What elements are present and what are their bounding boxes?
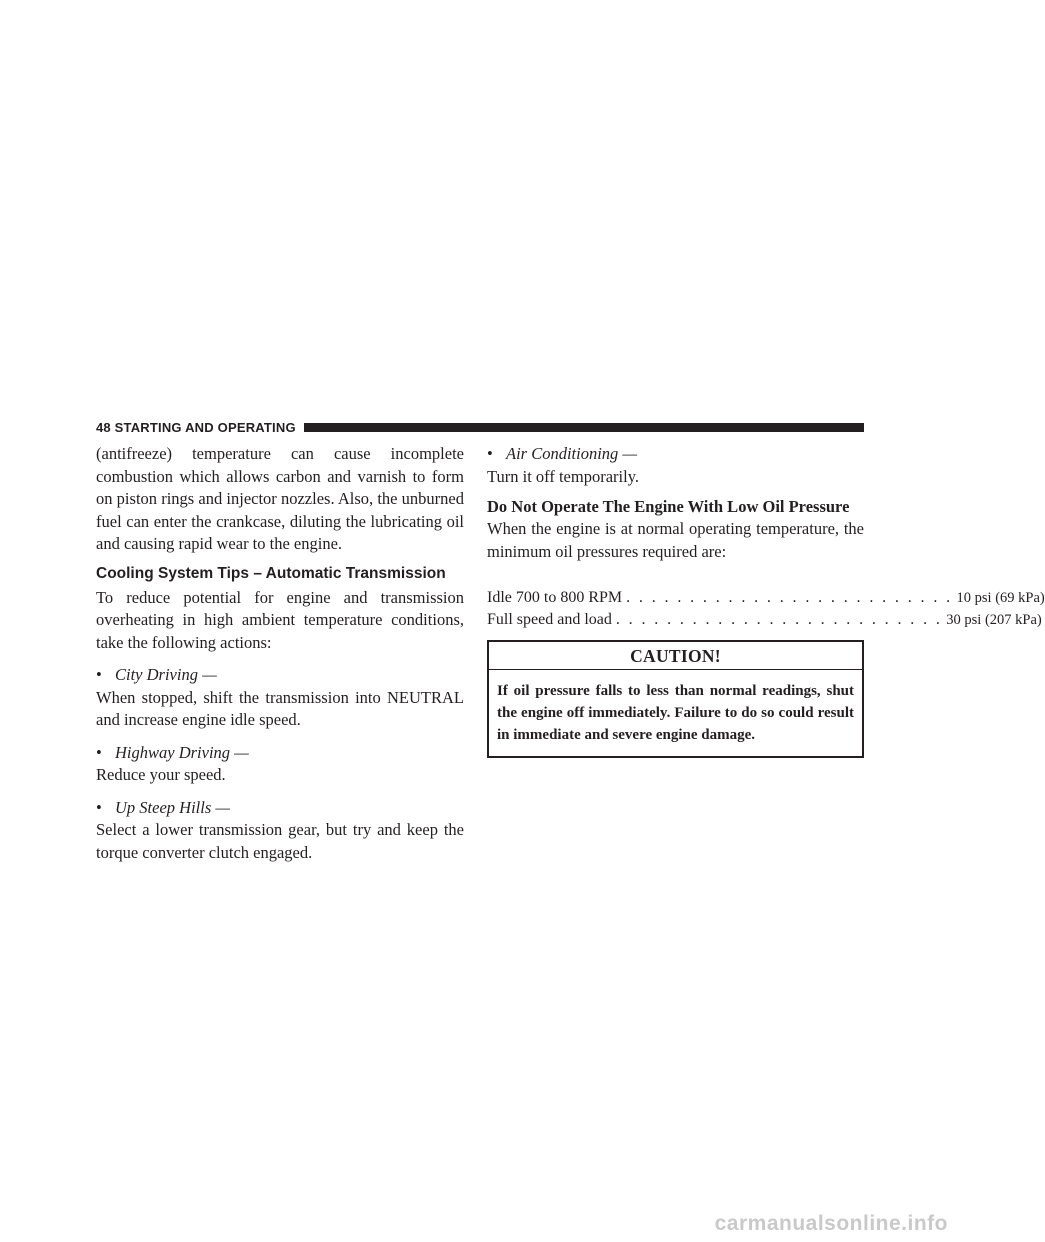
page-number-section-title: 48 STARTING AND OPERATING [96, 419, 296, 435]
left-column [96, 443, 464, 864]
spec-value: 10 psi (69 kPa) [956, 590, 1045, 606]
oil-pressure-intro: When the engine is at normal operating temperature, the minimum oil pressures required are: [487, 519, 864, 561]
caution-body: If oil pressure falls to less than normal readings, shut the engine off immediately. Failure to do so could result in immediate and severe engine damage. [497, 683, 854, 743]
bullet-text: Turn it off temporarily. [487, 466, 640, 486]
spec-label: Idle 700 to 800 RPM [487, 589, 623, 606]
bullet-symbol: • [487, 444, 493, 463]
bullet-symbol: • [96, 665, 102, 684]
spec-row-idle [487, 587, 1045, 609]
header-rule [304, 423, 864, 432]
dot-leader: . . . . . . . . . . . . . . . . . . . . . . . . . . [626, 589, 953, 606]
cooling-tips-heading: Cooling System Tips – Automatic Transmission [96, 564, 446, 582]
spec-label: Full speed and load [487, 611, 612, 628]
low-oil-pressure-heading: Do Not Operate The Engine With Low Oil Pressure [487, 497, 850, 516]
bullet-text: Reduce your speed. [96, 765, 226, 784]
oil-pressure-table [487, 587, 1045, 631]
bullet-symbol: • [96, 742, 102, 762]
bullet-label: City Driving — [115, 665, 217, 684]
page-header [96, 418, 864, 436]
bullet-label: Up Steep Hills — [115, 797, 231, 817]
bullet-label: Highway Driving — [115, 742, 249, 762]
bullet-air-conditioning [487, 443, 864, 488]
spec-value: 30 psi (207 kPa) [946, 612, 1042, 628]
intro-paragraph: (antifreeze) temperature can cause incomplete combustion which allows carbon and varnish to form on piston rings and injector nozzles. Also, the unburned fuel can enter the crankcase, diluting the lubricating oil and causing rapid wear to the engine. [96, 444, 464, 553]
caution-title: CAUTION! [489, 642, 862, 670]
bullet-label: Air Conditioning — [506, 444, 638, 463]
bullet-text: Select a lower transmission gear, but try and keep the torque converter clutch engaged. [96, 820, 464, 862]
caution-box [487, 640, 864, 758]
bullet-highway-driving [96, 742, 464, 787]
spec-row-full-speed [487, 609, 1042, 631]
watermark: carmanualsonline.info [714, 1212, 948, 1235]
cooling-tips-intro: To reduce potential for engine and transmission overheating in high ambient temperature conditions, take the following actions: [96, 587, 464, 652]
bullet-symbol: • [96, 797, 102, 817]
bullet-text: When stopped, shift the transmission into NEUTRAL and increase engine idle speed. [96, 687, 464, 729]
bullet-up-steep-hills [96, 797, 464, 865]
dot-leader: . . . . . . . . . . . . . . . . . . . . . . . . . . [615, 611, 943, 628]
right-column [487, 443, 1045, 758]
bullet-city-driving [96, 664, 464, 732]
